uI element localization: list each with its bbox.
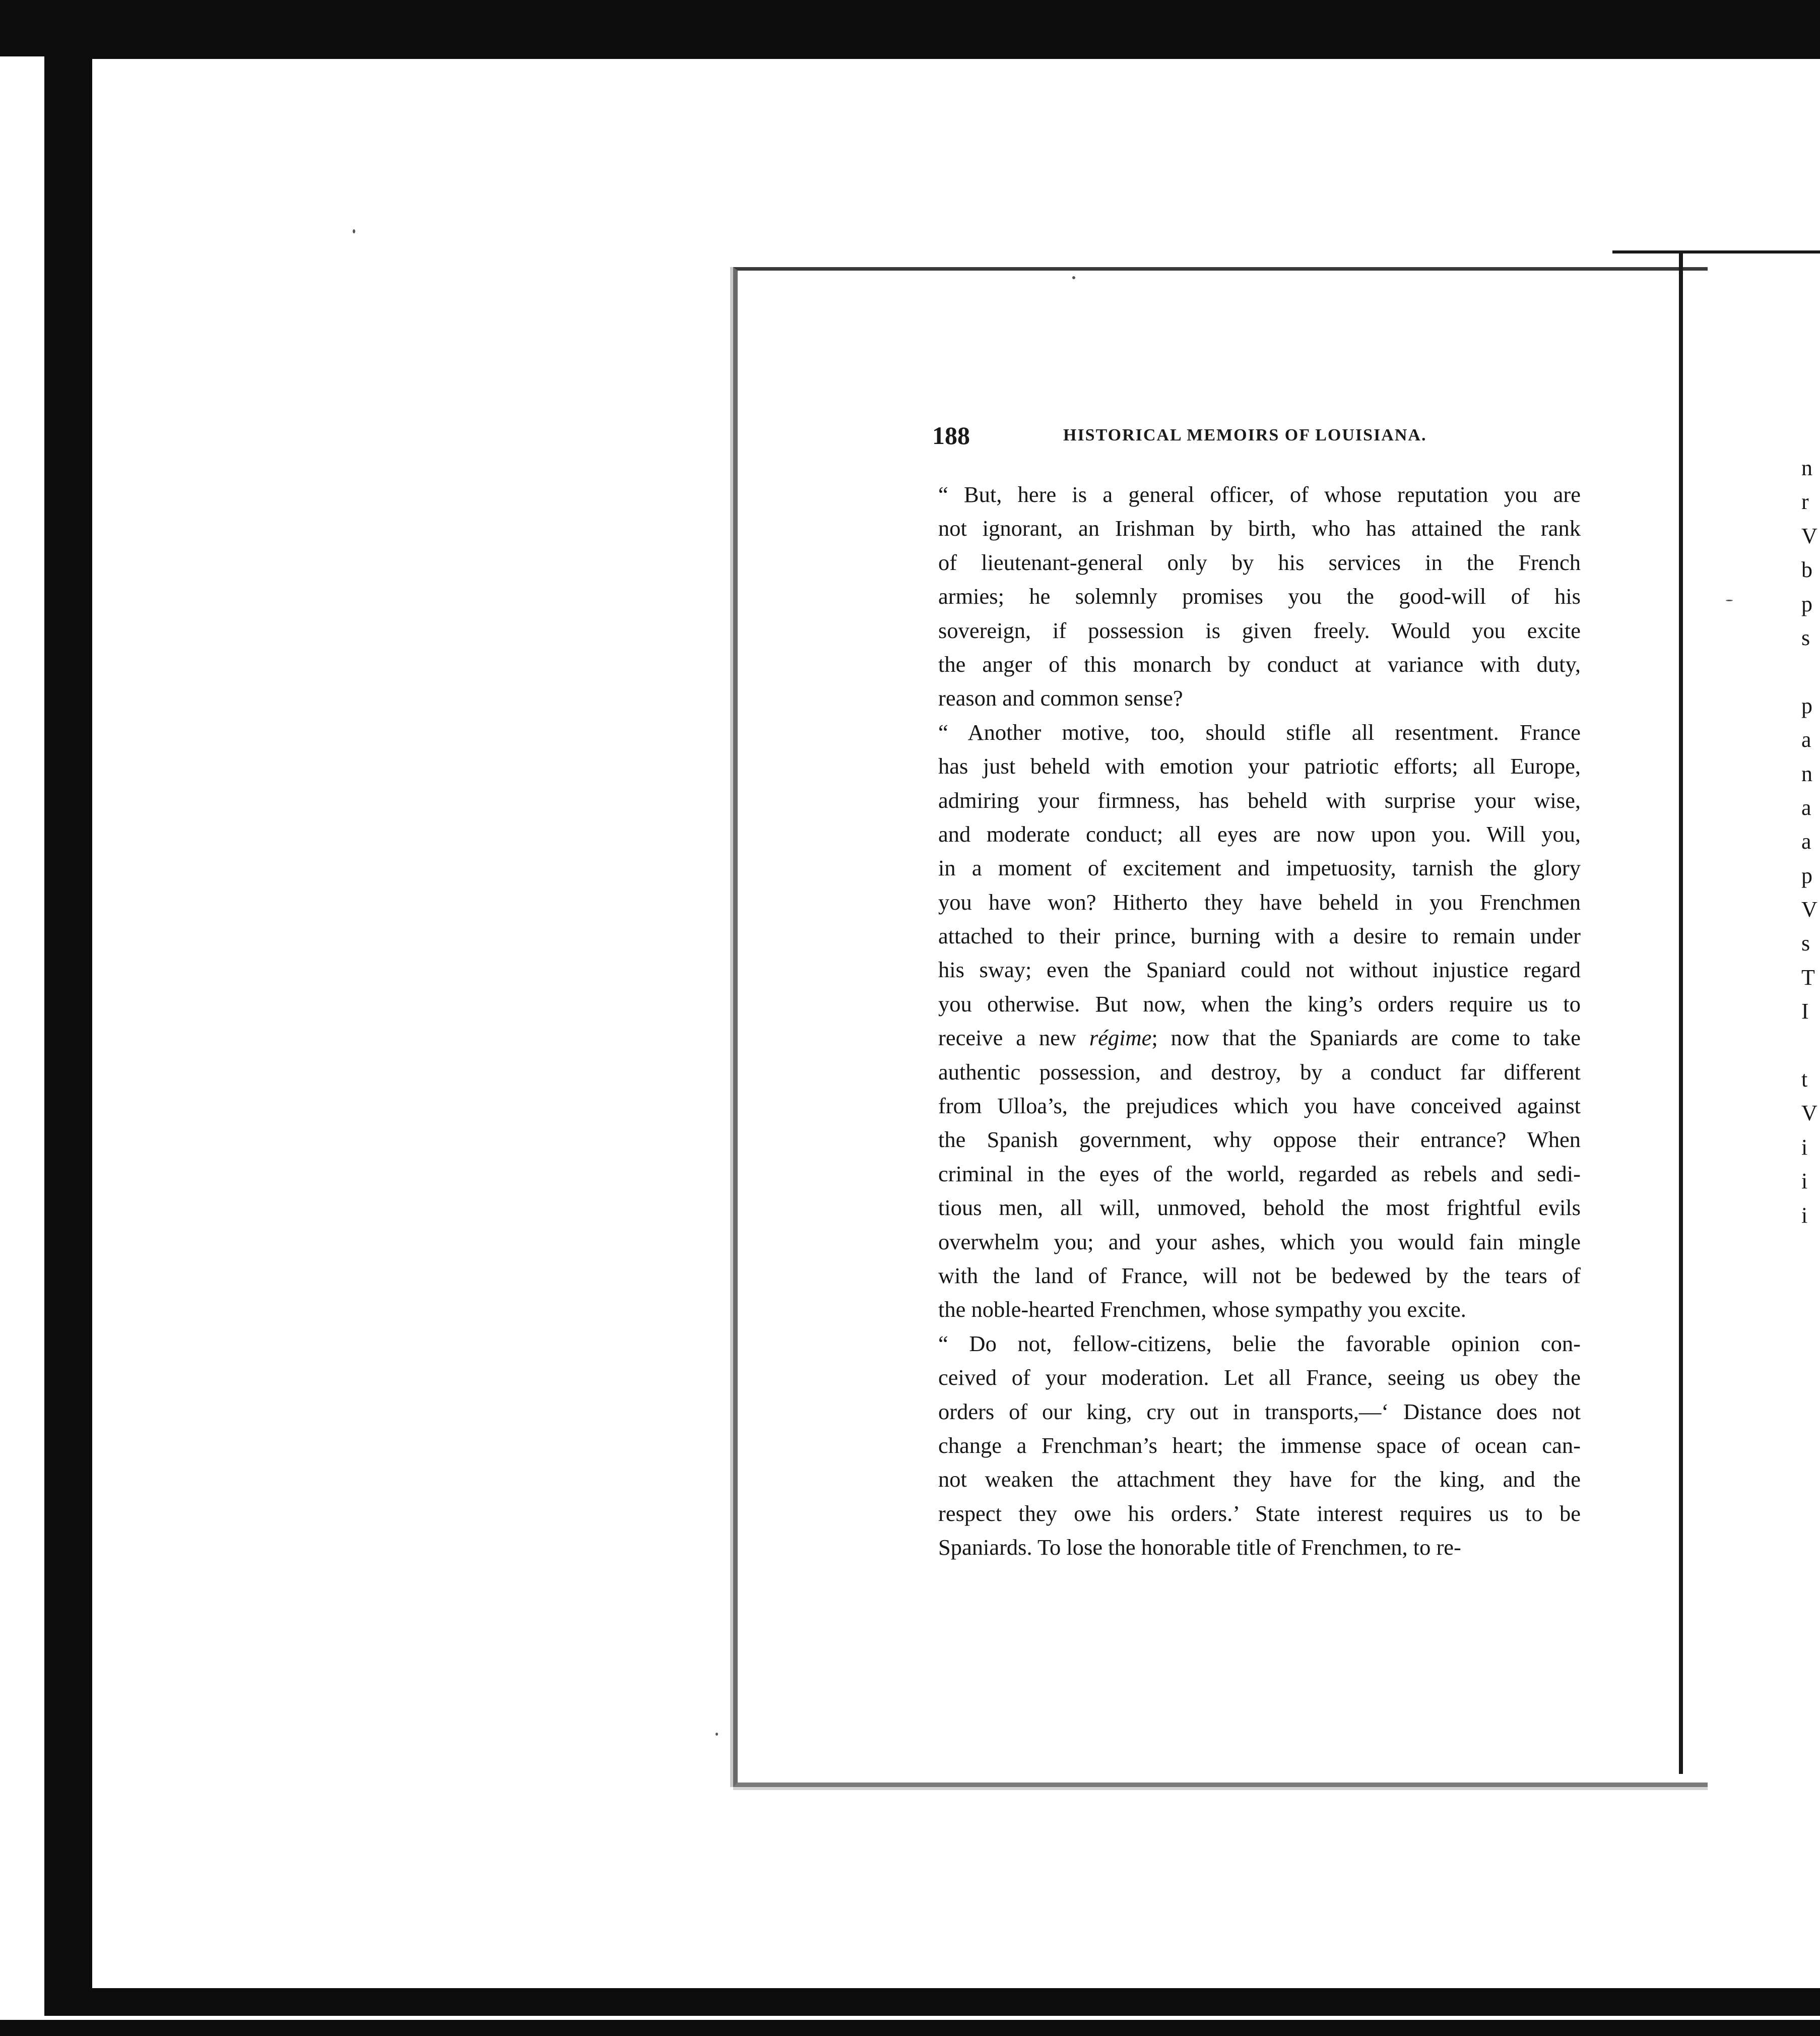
facing-letter: V <box>1801 523 1817 548</box>
text-line: of lieutenant-general only by his services in the French <box>938 549 1581 575</box>
facing-letter: t <box>1801 1067 1808 1092</box>
page-number: 188 <box>932 421 970 450</box>
facing-page-top-edge <box>1612 250 1820 253</box>
text-line: tious men, all will, unmoved, behold the most frightful evils <box>938 1195 1581 1221</box>
dust-speck <box>1072 276 1075 279</box>
text-line: his sway; even the Spaniard could not without injustice regard <box>938 957 1581 983</box>
text-line: sovereign, if possession is given freely. Would you excite <box>938 617 1581 643</box>
running-title: HISTORICAL MEMOIRS OF LOUISIANA. <box>1063 426 1427 444</box>
running-head <box>932 421 1436 456</box>
film-frame-left <box>44 26 92 1994</box>
text-line: Spaniards. To lose the honorable title of Frenchmen, to re- <box>938 1535 1461 1560</box>
dust-speck <box>1726 600 1733 601</box>
page-gutter-edge <box>1679 252 1683 1774</box>
facing-letter: s <box>1801 625 1810 650</box>
facing-letter: a <box>1801 795 1811 820</box>
text-line: reason and common sense? <box>938 685 1183 711</box>
text-line: “ But, here is a general officer, of whose reputation you are <box>938 482 1581 507</box>
text-line: armies; he solemnly promises you the good-will of his <box>938 584 1581 609</box>
facing-letter: T <box>1801 965 1815 990</box>
text-line: “ Do not, fellow-citizens, belie the favorable opinion con- <box>938 1330 1581 1356</box>
facing-letter: b <box>1801 557 1812 583</box>
film-frame-top-inner <box>44 26 1820 59</box>
facing-letter: a <box>1801 829 1811 854</box>
dust-speck <box>353 229 355 233</box>
film-frame-top <box>0 0 1820 26</box>
text-line: criminal in the eyes of the world, regarded as rebels and sedi- <box>938 1161 1581 1186</box>
text-line: the Spanish government, why oppose their entrance? When <box>938 1127 1581 1153</box>
facing-letter: s <box>1801 931 1810 956</box>
facing-letter: i <box>1801 1169 1808 1194</box>
facing-letter: i <box>1801 1134 1808 1160</box>
facing-letter: V <box>1801 897 1817 922</box>
text-line: from Ulloa’s, the prejudices which you have conceived against <box>938 1093 1581 1119</box>
text-line: admiring your firmness, has beheld with surprise your wise, <box>938 787 1581 813</box>
facing-letter: p <box>1801 863 1812 888</box>
facing-letter: p <box>1801 591 1812 616</box>
facing-letter <box>1801 1029 1820 1062</box>
text-line: respect they owe his orders.’ State interest requires us to be <box>938 1500 1581 1526</box>
text-line: and moderate conduct; all eyes are now upon you. Will you, <box>938 821 1581 847</box>
facing-letter: n <box>1801 761 1812 786</box>
facing-letter: r <box>1801 489 1809 515</box>
text-line: ceived of your moderation. Let all France, seeing us obey the <box>938 1365 1581 1390</box>
facing-page-text <box>1801 451 1820 1232</box>
text-line: not weaken the attachment they have for the king, and the <box>938 1467 1581 1492</box>
facing-letter: a <box>1801 727 1811 752</box>
text-line: overwhelm you; and your ashes, which you would fain mingle <box>938 1229 1581 1254</box>
text-line: in a moment of excitement and impetuosity, tarnish the glory <box>938 855 1581 881</box>
text-line: you otherwise. But now, when the king’s orders require us to <box>938 991 1581 1016</box>
text-line: you have won? Hitherto they have beheld in you Frenchmen <box>938 889 1581 915</box>
text-line: has just beheld with emotion your patriotic efforts; all Europe, <box>938 753 1581 779</box>
text-line: the anger of this monarch by conduct at variance with duty, <box>938 651 1581 677</box>
text-line: attached to their prince, burning with a desire to remain under <box>938 923 1581 949</box>
facing-letter: p <box>1801 693 1812 718</box>
film-frame-bottom <box>44 1988 1820 2016</box>
text-line: the noble-hearted Frenchmen, whose sympathy you excite. <box>938 1297 1466 1322</box>
text-line: authentic possession, and destroy, by a conduct far different <box>938 1059 1581 1085</box>
film-frame-corner <box>0 26 44 56</box>
text-line: orders of our king, cry out in transports,—‘ Distance does not <box>938 1398 1581 1424</box>
body-text <box>938 478 1581 1565</box>
film-frame-gap <box>0 2016 1820 2020</box>
dust-speck <box>716 1733 718 1736</box>
facing-letter: i <box>1801 1202 1808 1228</box>
facing-letter <box>1801 655 1820 688</box>
facing-letter: V <box>1801 1101 1817 1126</box>
text-line: not ignorant, an Irishman by birth, who has attained the rank <box>938 516 1581 541</box>
text-line: with the land of France, will not be bedewed by the tears of <box>938 1262 1581 1288</box>
text-line: “ Another motive, too, should stifle all resentment. France <box>938 719 1581 745</box>
facing-letter: I <box>1801 999 1809 1024</box>
text-line: receive a new régime; now that the Spaniards are come to take <box>938 1025 1581 1051</box>
facing-letter: n <box>1801 456 1812 480</box>
text-line: change a Frenchman’s heart; the immense space of ocean can- <box>938 1432 1581 1458</box>
